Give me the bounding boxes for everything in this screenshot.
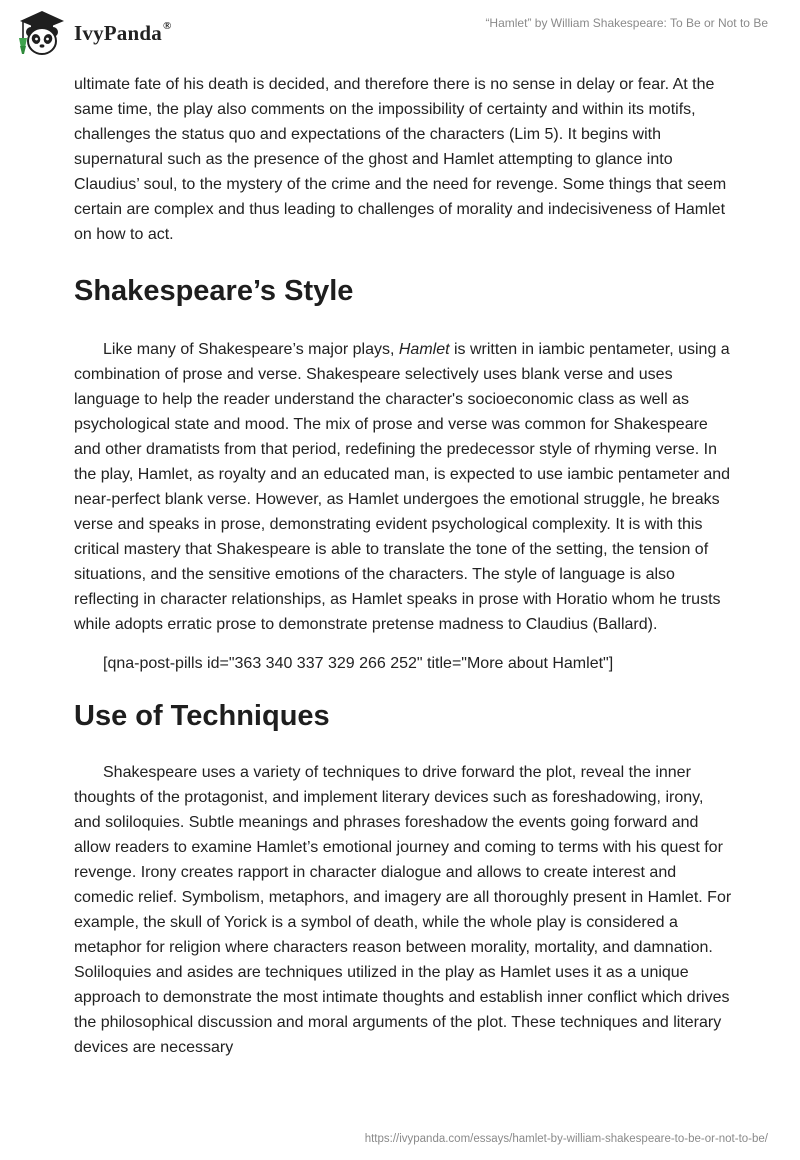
- style-paragraph-start: Like many of Shakespeare’s major plays,: [103, 341, 399, 358]
- play-title-italic: Hamlet: [398, 341, 450, 358]
- document-title: “Hamlet” by William Shakespeare: To Be or Not to Be: [485, 16, 768, 30]
- panda-graduate-icon: [14, 8, 70, 58]
- brand-name: IvyPanda®: [74, 19, 172, 45]
- page-header: [0, 0, 800, 66]
- style-paragraph-rest: is written in iambic pentameter, using a combination of prose and verse. Shakespeare selectively uses blank verse and uses language to help the reader understand the character's socioeconomic class as well as psychological state and mood. The mix of prose and verse was common for Shakespeare and other dramatists from that period, redefining the predecessor style of rhyming verse. In the play, Hamlet, as royalty and an educated man, is expected to use iambic pentameter and near-perfect blank verse. However, as Hamlet undergoes the emotional struggle, he breaks verse and speaks in prose, demonstrating evident psychological complexity. It is with this critical mastery that Shakespeare is able to translate the tone of the setting, the tension of situations, and the sensitive emotions of the characters. The style of language is also reflecting in character relationships, as Hamlet speaks in prose with Horatio whom he trusts while adopts erratic prose to demonstrate pretense madness to Claudius (Ballard).: [74, 341, 731, 633]
- section-heading-techniques: Use of Techniques: [74, 700, 330, 732]
- source-url[interactable]: https://ivypanda.com/essays/hamlet-by-william-shakespeare-to-be-or-not-to-be/: [364, 1133, 768, 1145]
- registered-mark: ®: [162, 19, 172, 32]
- style-paragraph: [74, 337, 734, 637]
- intro-paragraph: ultimate fate of his death is decided, and therefore there is no sense in delay or fear. At the same time, the play also comments on the impossibility of certainty and within its motifs, challenges the status quo and expectations of the characters (Lim 5). It begins with supernatural such as the presence of the ghost and Hamlet attempting to glance into Claudius’ soul, to the mystery of the crime and the need for revenge. Some things that seem certain are complex and thus leading to challenges of morality and indecisiveness of Hamlet on how to act.: [74, 76, 727, 243]
- qna-shortcode: [qna-post-pills id="363 340 337 329 266 252" title="More about Hamlet"]: [103, 655, 614, 672]
- article-body: [74, 72, 734, 1060]
- section-heading-style: Shakespeare’s Style: [74, 275, 354, 307]
- brand-logo[interactable]: [14, 8, 171, 58]
- techniques-paragraph: Shakespeare uses a variety of techniques to drive forward the plot, reveal the inner thoughts of the protagonist, and implement literary devices such as foreshadowing, irony, and soliloquies. Subtle meanings and phrases foreshadow the events going forward and allow readers to examine Hamlet’s emotional journey and coming to terms with his quest for revenge. Irony creates rapport in character dialogue and allows to create interest and comedic relief. Symbolism, metaphors, and imagery are all thoroughly present in Hamlet. For example, the skull of Yorick is a symbol of death, while the whole play is considered a metaphor for religion where characters reason between morality, mortality, and damnation. Soliloquies and asides are techniques utilized in the play as Hamlet uses it as a unique approach to demonstrate the most intimate thoughts and establish inner conflict which drives the philosophical discussion and moral arguments of the plot. These techniques and literary devices are necessary: [74, 764, 732, 1056]
